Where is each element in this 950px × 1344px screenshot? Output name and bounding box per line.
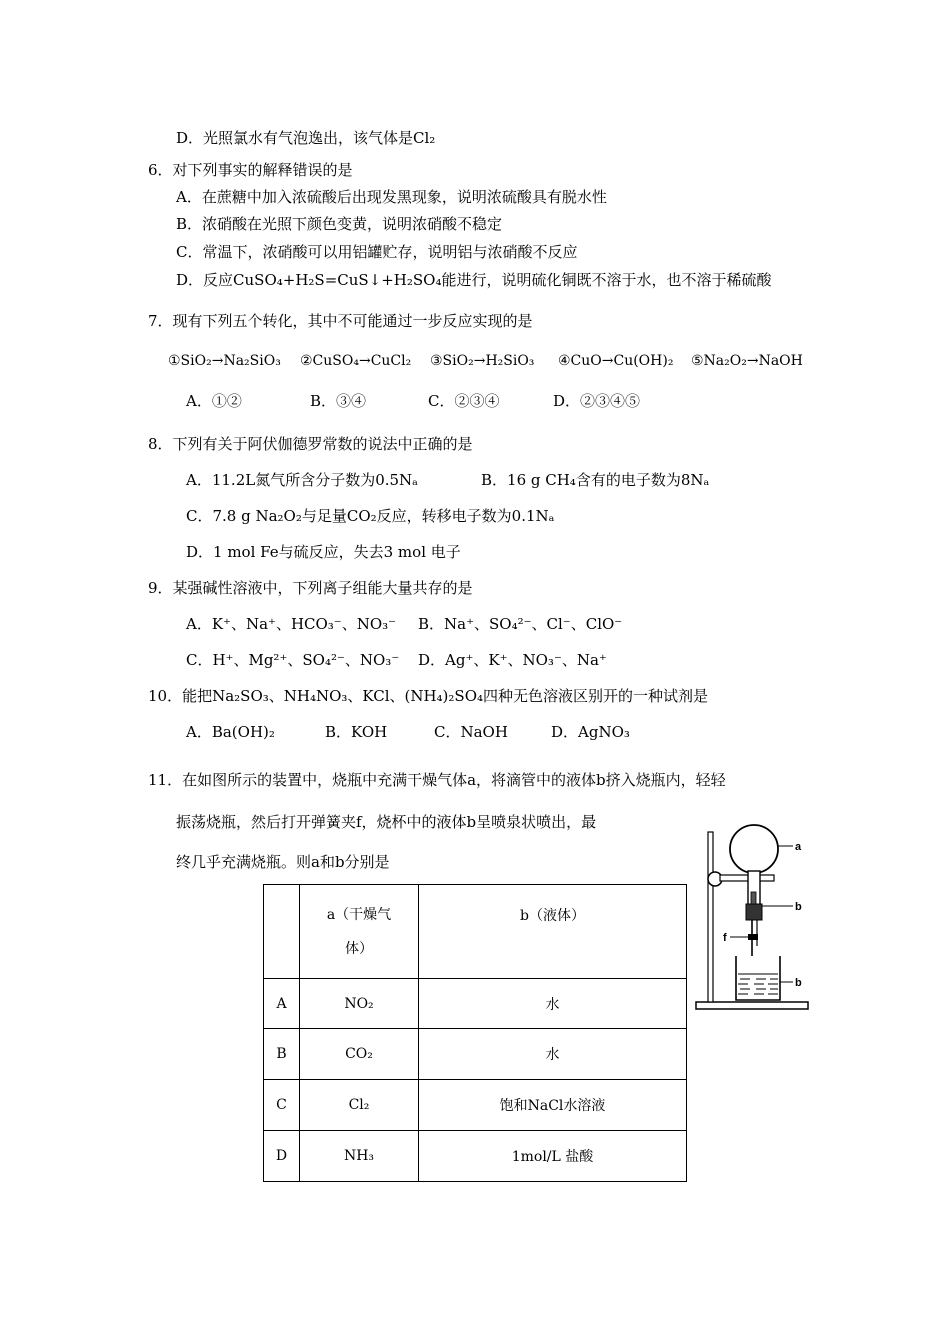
- q8-option-b: B．16 g CH₄含有的电子数为8Nₐ: [481, 471, 710, 489]
- q6-option-c: C．常温下，浓硝酸可以用铝罐贮存，说明铝与浓硝酸不反应: [176, 243, 578, 261]
- flask: [730, 825, 778, 873]
- q9-option-a: A．K⁺、Na⁺、HCO₃⁻、NO₃⁻: [186, 615, 397, 633]
- table-header-empty: [264, 885, 300, 979]
- table-row: [264, 979, 687, 1029]
- beaker: [736, 956, 780, 1000]
- table-header-a: [300, 885, 419, 979]
- q10-option-d: D．AgNO₃: [551, 723, 630, 741]
- table-header-row: [264, 885, 687, 979]
- q7-item-4: ④CuO→Cu(OH)₂: [558, 353, 674, 369]
- table-header-b: b（液体）: [419, 885, 687, 979]
- q6-option-b: B．浓硝酸在光照下颜色变黄，说明浓硝酸不稳定: [176, 215, 503, 233]
- clamp-arm: [720, 875, 774, 881]
- stand-rod: [708, 832, 713, 1002]
- row-liquid: 水: [419, 979, 687, 1029]
- q8-option-c: C．7.8 g Na₂O₂与足量CO₂反应，转移电子数为0.1Nₐ: [186, 507, 555, 525]
- row-gas: NO₂: [300, 979, 419, 1029]
- q7-option-b: B．③④: [310, 392, 367, 410]
- label-f: f: [723, 932, 727, 944]
- label-b-bottom: b: [795, 977, 802, 989]
- answer-table: [263, 884, 687, 1182]
- q9-option-d: D．Ag⁺、K⁺、NO₃⁻、Na⁺: [418, 651, 607, 669]
- q7-item-1: ①SiO₂→Na₂SiO₃: [168, 353, 281, 369]
- q9-stem: 9．某强碱性溶液中，下列离子组能大量共存的是: [148, 579, 473, 597]
- fountain-apparatus-figure: [694, 816, 810, 1012]
- q11-line-3: 终几乎充满烧瓶。则a和b分别是: [176, 853, 390, 871]
- q10-option-a: A．Ba(OH)₂: [186, 723, 275, 741]
- q9-option-b: B．Na⁺、SO₄²⁻、Cl⁻、ClO⁻: [418, 615, 623, 633]
- label-b-top: b: [795, 901, 802, 913]
- q10-option-c: C．NaOH: [434, 723, 508, 741]
- q8-option-d: D．1 mol Fe与硫反应，失去3 mol 电子: [186, 543, 461, 561]
- q8-stem: 8．下列有关于阿伏伽德罗常数的说法中正确的是: [148, 435, 473, 453]
- q11-line-2: 振荡烧瓶，然后打开弹簧夹f，烧杯中的液体b呈喷泉状喷出，最: [176, 813, 597, 831]
- table-header-a-line-2: 体）: [345, 940, 373, 957]
- table-row: [264, 1080, 687, 1131]
- row-gas: NH₃: [300, 1131, 419, 1182]
- table-header-a-line-1: a（干燥气: [326, 906, 392, 923]
- q7-stem: 7．现有下列五个转化，其中不可能通过一步反应实现的是: [148, 312, 533, 330]
- q11-line-1: 11．在如图所示的装置中，烧瓶中充满干燥气体a，将滴管中的液体b挤入烧瓶内，轻轻: [148, 771, 726, 789]
- row-label: B: [264, 1029, 300, 1080]
- q7-option-a: A．①②: [186, 392, 242, 410]
- q7-item-5: ⑤Na₂O₂→NaOH: [691, 353, 803, 369]
- dropper: [751, 892, 756, 904]
- row-label: C: [264, 1080, 300, 1131]
- table-row: [264, 1029, 687, 1080]
- spring-clip: [748, 934, 758, 940]
- stand-base: [696, 1002, 808, 1009]
- table-row: [264, 1131, 687, 1182]
- rubber-stopper: [746, 904, 762, 920]
- q7-item-3: ③SiO₂→H₂SiO₃: [430, 353, 535, 369]
- row-liquid: 水: [419, 1029, 687, 1080]
- row-gas: CO₂: [300, 1029, 419, 1080]
- row-label: A: [264, 979, 300, 1029]
- q9-option-c: C．H⁺、Mg²⁺、SO₄²⁻、NO₃⁻: [186, 651, 400, 669]
- q5-option-d: D．光照氯水有气泡逸出，该气体是Cl₂: [176, 129, 436, 147]
- label-a: a: [795, 841, 802, 853]
- q8-option-a: A．11.2L氮气所含分子数为0.5Nₐ: [186, 471, 418, 489]
- row-label: D: [264, 1131, 300, 1182]
- q6-option-d: D．反应CuSO₄+H₂S=CuS↓+H₂SO₄能进行，说明硫化铜既不溶于水，也不溶于稀硫酸: [176, 271, 772, 289]
- q10-stem: 10．能把Na₂SO₃、NH₄NO₃、KCl、(NH₄)₂SO₄四种无色溶液区别开的一种试剂是: [148, 687, 709, 705]
- row-gas: Cl₂: [300, 1080, 419, 1131]
- q7-option-d: D．②③④⑤: [553, 392, 641, 410]
- row-liquid: 饱和NaCl水溶液: [419, 1080, 687, 1131]
- q6-option-a: A．在蔗糖中加入浓硫酸后出现发黑现象，说明浓硫酸具有脱水性: [176, 188, 607, 206]
- q6-stem: 6．对下列事实的解释错误的是: [148, 161, 353, 179]
- q10-option-b: B．KOH: [325, 723, 388, 741]
- row-liquid: 1mol/L 盐酸: [419, 1131, 687, 1182]
- q7-item-2: ②CuSO₄→CuCl₂: [300, 353, 412, 369]
- q7-option-c: C．②③④: [428, 392, 500, 410]
